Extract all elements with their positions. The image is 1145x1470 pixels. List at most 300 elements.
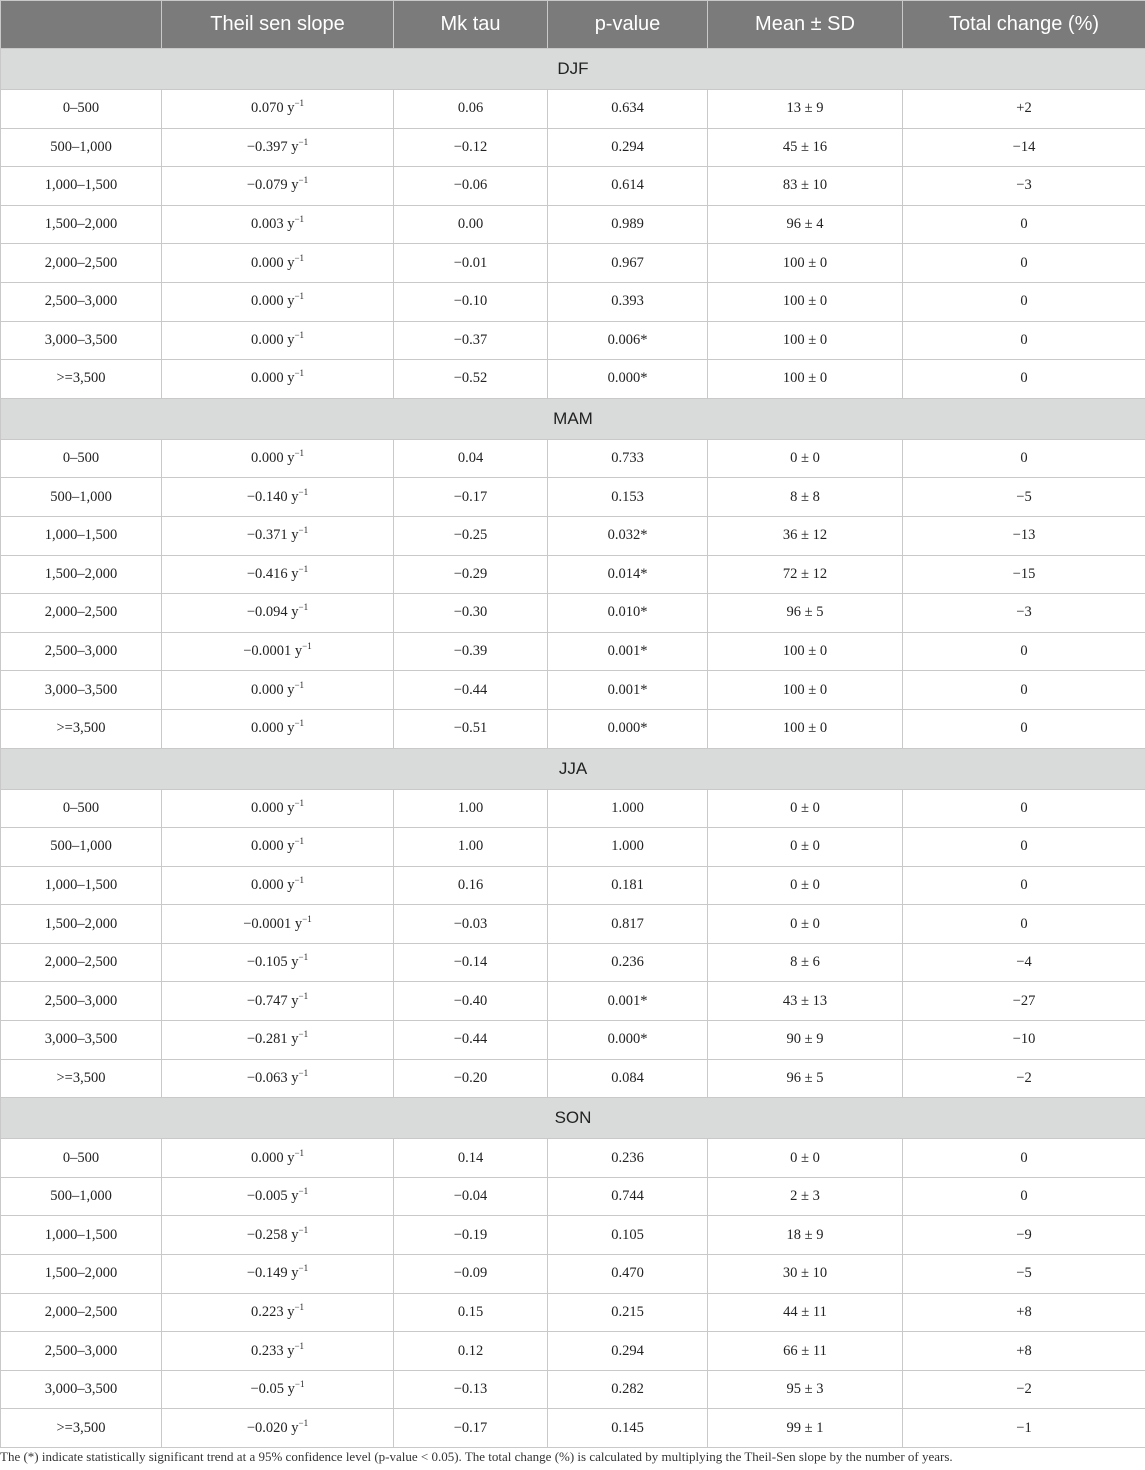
elevation-range-cell: 0–500 bbox=[1, 439, 162, 478]
slope-unit-exponent: −1 bbox=[294, 1147, 305, 1158]
slope-unit-exponent: −1 bbox=[294, 330, 305, 341]
mean-sd-cell: 96 ± 4 bbox=[708, 205, 903, 244]
p-value-cell: 0.470 bbox=[548, 1255, 708, 1294]
slope-unit: y bbox=[287, 216, 295, 233]
mk-tau-cell: 0.12 bbox=[394, 1332, 548, 1371]
total-change-cell: 0 bbox=[903, 828, 1145, 867]
slope-value: 0.000 bbox=[250, 450, 284, 467]
theil-sen-slope-cell bbox=[162, 439, 394, 478]
p-value-cell: 0.236 bbox=[548, 1139, 708, 1178]
elevation-range-cell: 0–500 bbox=[1, 90, 162, 129]
mk-tau-cell: −0.10 bbox=[394, 282, 548, 321]
mk-tau-cell: −0.03 bbox=[394, 905, 548, 944]
slope-unit-exponent: −1 bbox=[294, 448, 305, 459]
table-row bbox=[1, 478, 1145, 517]
theil-sen-slope-cell bbox=[162, 205, 394, 244]
elevation-range-cell: 2,000–2,500 bbox=[1, 1293, 162, 1332]
slope-value: 0.000 bbox=[250, 370, 284, 387]
mean-sd-cell: 44 ± 11 bbox=[708, 1293, 903, 1332]
table-row bbox=[1, 439, 1145, 478]
slope-unit: y bbox=[291, 1031, 299, 1048]
slope-unit-exponent: −1 bbox=[294, 1302, 305, 1313]
mean-sd-cell: 36 ± 12 bbox=[708, 516, 903, 555]
table-row bbox=[1, 90, 1145, 129]
slope-unit-exponent: −1 bbox=[294, 875, 305, 886]
mk-tau-cell: −0.44 bbox=[394, 671, 548, 710]
p-value-cell: 1.000 bbox=[548, 828, 708, 867]
total-change-cell: +8 bbox=[903, 1293, 1145, 1332]
total-change-cell: −9 bbox=[903, 1216, 1145, 1255]
slope-unit: y bbox=[287, 254, 295, 271]
mk-tau-cell: −0.17 bbox=[394, 478, 548, 517]
p-value-cell: 1.000 bbox=[548, 789, 708, 828]
p-value-cell: 0.032* bbox=[548, 516, 708, 555]
table-row bbox=[1, 555, 1145, 594]
slope-value: 0.223 bbox=[250, 1303, 284, 1320]
elevation-range-cell: 500–1,000 bbox=[1, 478, 162, 517]
header-cell bbox=[1, 1, 162, 49]
theil-sen-slope-cell bbox=[162, 1332, 394, 1371]
slope-unit: y bbox=[291, 565, 299, 582]
slope-unit-exponent: −1 bbox=[298, 602, 309, 613]
table-header bbox=[1, 1, 1145, 49]
p-value-cell: 0.001* bbox=[548, 982, 708, 1021]
slope-unit-exponent: −1 bbox=[294, 797, 305, 808]
theil-sen-slope-cell bbox=[162, 866, 394, 905]
slope-value: −0.094 bbox=[246, 604, 288, 621]
mk-tau-cell: 0.16 bbox=[394, 866, 548, 905]
slope-unit-exponent: −1 bbox=[298, 1263, 309, 1274]
table-row bbox=[1, 205, 1145, 244]
total-change-cell: −27 bbox=[903, 982, 1145, 1021]
elevation-range-cell: 1,500–2,000 bbox=[1, 1255, 162, 1294]
slope-unit-exponent: −1 bbox=[294, 252, 305, 263]
slope-value: −0.05 bbox=[250, 1381, 285, 1398]
total-change-cell: −2 bbox=[903, 1370, 1145, 1409]
total-change-cell: 0 bbox=[903, 671, 1145, 710]
mean-sd-cell: 90 ± 9 bbox=[708, 1021, 903, 1060]
mk-tau-cell: −0.19 bbox=[394, 1216, 548, 1255]
table-row bbox=[1, 1293, 1145, 1332]
mean-sd-cell: 0 ± 0 bbox=[708, 789, 903, 828]
slope-unit: y bbox=[291, 1069, 299, 1086]
mean-sd-cell: 43 ± 13 bbox=[708, 982, 903, 1021]
total-change-cell: −15 bbox=[903, 555, 1145, 594]
slope-value: −0.063 bbox=[246, 1069, 288, 1086]
mk-tau-cell: 1.00 bbox=[394, 789, 548, 828]
mk-tau-cell: 1.00 bbox=[394, 828, 548, 867]
mean-sd-cell: 100 ± 0 bbox=[708, 671, 903, 710]
elevation-range-cell: 500–1,000 bbox=[1, 828, 162, 867]
theil-sen-slope-cell bbox=[162, 1177, 394, 1216]
slope-value: 0.000 bbox=[250, 331, 284, 348]
table-row bbox=[1, 905, 1145, 944]
p-value-cell: 0.006* bbox=[548, 321, 708, 360]
slope-unit-exponent: −1 bbox=[298, 564, 309, 574]
mean-sd-cell: 0 ± 0 bbox=[708, 866, 903, 905]
mk-tau-cell: −0.12 bbox=[394, 128, 548, 167]
total-change-cell: −5 bbox=[903, 478, 1145, 517]
season-label: MAM bbox=[1, 398, 1145, 439]
p-value-cell: 0.001* bbox=[548, 632, 708, 671]
table-row bbox=[1, 594, 1145, 633]
total-change-cell: 0 bbox=[903, 866, 1145, 905]
slope-unit: y bbox=[287, 799, 295, 816]
header-cell: Total change (%) bbox=[903, 1, 1145, 49]
slope-unit: y bbox=[287, 370, 295, 387]
slope-unit-exponent: −1 bbox=[294, 679, 305, 690]
table-row bbox=[1, 1177, 1145, 1216]
mk-tau-cell: −0.51 bbox=[394, 709, 548, 748]
slope-unit: y bbox=[294, 643, 303, 660]
theil-sen-slope-cell bbox=[162, 90, 394, 129]
mean-sd-cell: 100 ± 0 bbox=[708, 244, 903, 283]
slope-value: 0.000 bbox=[250, 876, 284, 893]
total-change-cell: 0 bbox=[903, 282, 1145, 321]
slope-value: −0.397 bbox=[246, 138, 288, 155]
p-value-cell: 0.000* bbox=[548, 1021, 708, 1060]
elevation-range-cell: 2,000–2,500 bbox=[1, 594, 162, 633]
mk-tau-cell: −0.01 bbox=[394, 244, 548, 283]
elevation-range-cell: 1,000–1,500 bbox=[1, 1216, 162, 1255]
table-row bbox=[1, 1021, 1145, 1060]
mean-sd-cell: 45 ± 16 bbox=[708, 128, 903, 167]
elevation-range-cell: 1,000–1,500 bbox=[1, 167, 162, 206]
theil-sen-slope-cell bbox=[162, 128, 394, 167]
slope-value: −0.281 bbox=[246, 1031, 288, 1048]
theil-sen-slope-cell bbox=[162, 709, 394, 748]
slope-value: −0.0001 bbox=[243, 643, 292, 660]
slope-unit-exponent: −1 bbox=[294, 836, 305, 847]
mk-tau-cell: −0.20 bbox=[394, 1059, 548, 1098]
table-row bbox=[1, 709, 1145, 748]
mk-tau-cell: −0.52 bbox=[394, 360, 548, 399]
slope-unit-exponent: −1 bbox=[298, 1224, 309, 1235]
total-change-cell: −10 bbox=[903, 1021, 1145, 1060]
mk-tau-cell: −0.09 bbox=[394, 1255, 548, 1294]
total-change-cell: 0 bbox=[903, 360, 1145, 399]
table-row bbox=[1, 1332, 1145, 1371]
mean-sd-cell: 13 ± 9 bbox=[708, 90, 903, 129]
table-row bbox=[1, 1370, 1145, 1409]
theil-sen-slope-cell bbox=[162, 1139, 394, 1178]
mk-tau-cell: −0.06 bbox=[394, 167, 548, 206]
slope-unit: y bbox=[287, 876, 295, 893]
p-value-cell: 0.153 bbox=[548, 478, 708, 517]
elevation-range-cell: 2,000–2,500 bbox=[1, 943, 162, 982]
mean-sd-cell: 8 ± 8 bbox=[708, 478, 903, 517]
total-change-cell: −13 bbox=[903, 516, 1145, 555]
elevation-range-cell: >=3,500 bbox=[1, 709, 162, 748]
theil-sen-slope-cell bbox=[162, 282, 394, 321]
table-row bbox=[1, 1059, 1145, 1098]
slope-value: −0.020 bbox=[246, 1419, 288, 1436]
mk-tau-cell: −0.40 bbox=[394, 982, 548, 1021]
mk-tau-cell: −0.25 bbox=[394, 516, 548, 555]
slope-unit-exponent: −1 bbox=[302, 913, 312, 924]
table-row bbox=[1, 1409, 1145, 1448]
theil-sen-slope-cell bbox=[162, 516, 394, 555]
theil-sen-slope-cell bbox=[162, 1021, 394, 1060]
elevation-range-cell: 0–500 bbox=[1, 1139, 162, 1178]
header-row bbox=[1, 1, 1145, 49]
p-value-cell: 0.215 bbox=[548, 1293, 708, 1332]
elevation-range-cell: 1,500–2,000 bbox=[1, 555, 162, 594]
elevation-range-cell: >=3,500 bbox=[1, 1059, 162, 1098]
mean-sd-cell: 0 ± 0 bbox=[708, 828, 903, 867]
slope-value: −0.416 bbox=[246, 565, 288, 582]
mean-sd-cell: 100 ± 0 bbox=[708, 360, 903, 399]
slope-value: −0.747 bbox=[246, 992, 288, 1009]
season-group-row bbox=[1, 398, 1145, 439]
slope-unit: y bbox=[287, 450, 295, 467]
elevation-range-cell: 2,500–3,000 bbox=[1, 1332, 162, 1371]
slope-unit: y bbox=[287, 681, 295, 698]
slope-unit: y bbox=[291, 1188, 299, 1205]
slope-unit-exponent: −1 bbox=[294, 98, 305, 109]
table-body bbox=[1, 49, 1145, 1448]
slope-value: −0.258 bbox=[246, 1226, 288, 1243]
table-footnote: The (*) indicate statistically significant trend at a 95% confidence level (p-value < 0.05). The total change (%) is calculated by multiplying the Theil-Sen slope by the number of years. bbox=[0, 1449, 953, 1464]
p-value-cell: 0.744 bbox=[548, 1177, 708, 1216]
slope-unit: y bbox=[291, 604, 299, 621]
table-row bbox=[1, 1255, 1145, 1294]
elevation-range-cell: 3,000–3,500 bbox=[1, 671, 162, 710]
mk-tau-cell: −0.30 bbox=[394, 594, 548, 633]
p-value-cell: 0.967 bbox=[548, 244, 708, 283]
p-value-cell: 0.236 bbox=[548, 943, 708, 982]
mean-sd-cell: 0 ± 0 bbox=[708, 905, 903, 944]
p-value-cell: 0.989 bbox=[548, 205, 708, 244]
p-value-cell: 0.294 bbox=[548, 1332, 708, 1371]
slope-value: −0.005 bbox=[246, 1188, 288, 1205]
slope-unit-exponent: −1 bbox=[298, 1029, 309, 1040]
p-value-cell: 0.010* bbox=[548, 594, 708, 633]
mean-sd-cell: 66 ± 11 bbox=[708, 1332, 903, 1371]
slope-unit-exponent: −1 bbox=[298, 1068, 309, 1079]
total-change-cell: −4 bbox=[903, 943, 1145, 982]
p-value-cell: 0.000* bbox=[548, 709, 708, 748]
elevation-range-cell: 2,500–3,000 bbox=[1, 632, 162, 671]
p-value-cell: 0.614 bbox=[548, 167, 708, 206]
total-change-cell: 0 bbox=[903, 205, 1145, 244]
elevation-range-cell: 2,500–3,000 bbox=[1, 982, 162, 1021]
slope-unit-exponent: −1 bbox=[298, 952, 309, 963]
elevation-range-cell: 3,000–3,500 bbox=[1, 1370, 162, 1409]
mean-sd-cell: 83 ± 10 bbox=[708, 167, 903, 206]
total-change-cell: +8 bbox=[903, 1332, 1145, 1371]
theil-sen-slope-cell bbox=[162, 1370, 394, 1409]
slope-unit: y bbox=[291, 1265, 299, 1282]
table-row bbox=[1, 167, 1145, 206]
mk-tau-cell: −0.14 bbox=[394, 943, 548, 982]
slope-unit-exponent: −1 bbox=[298, 486, 309, 497]
elevation-range-cell: 1,500–2,000 bbox=[1, 905, 162, 944]
slope-value: −0.371 bbox=[246, 527, 288, 544]
mean-sd-cell: 100 ± 0 bbox=[708, 709, 903, 748]
table-row bbox=[1, 828, 1145, 867]
slope-value: 0.070 bbox=[250, 100, 284, 117]
slope-unit-exponent: −1 bbox=[294, 214, 305, 225]
slope-value: 0.000 bbox=[250, 720, 284, 737]
theil-sen-slope-cell bbox=[162, 167, 394, 206]
slope-unit-exponent: −1 bbox=[294, 1379, 305, 1390]
mk-tau-cell: 0.04 bbox=[394, 439, 548, 478]
slope-unit: y bbox=[291, 954, 299, 971]
total-change-cell: 0 bbox=[903, 1139, 1145, 1178]
slope-value: 0.000 bbox=[250, 293, 284, 310]
slope-unit: y bbox=[287, 1303, 295, 1320]
theil-sen-slope-cell bbox=[162, 671, 394, 710]
elevation-range-cell: 500–1,000 bbox=[1, 128, 162, 167]
elevation-range-cell: 0–500 bbox=[1, 789, 162, 828]
theil-sen-slope-cell bbox=[162, 905, 394, 944]
total-change-cell: −3 bbox=[903, 594, 1145, 633]
slope-value: −0.079 bbox=[246, 177, 288, 194]
table-row bbox=[1, 671, 1145, 710]
p-value-cell: 0.393 bbox=[548, 282, 708, 321]
table-row bbox=[1, 244, 1145, 283]
season-label: DJF bbox=[1, 49, 1145, 90]
mk-tau-cell: −0.39 bbox=[394, 632, 548, 671]
slope-unit: y bbox=[287, 331, 295, 348]
elevation-range-cell: 1,000–1,500 bbox=[1, 516, 162, 555]
total-change-cell: −1 bbox=[903, 1409, 1145, 1448]
mean-sd-cell: 96 ± 5 bbox=[708, 1059, 903, 1098]
total-change-cell: −3 bbox=[903, 167, 1145, 206]
mean-sd-cell: 0 ± 0 bbox=[708, 439, 903, 478]
elevation-range-cell: 3,000–3,500 bbox=[1, 321, 162, 360]
slope-unit: y bbox=[287, 1149, 295, 1166]
slope-unit: y bbox=[287, 100, 295, 117]
slope-value: 0.000 bbox=[250, 681, 284, 698]
slope-value: 0.000 bbox=[250, 1149, 284, 1166]
table-row bbox=[1, 866, 1145, 905]
header-cell: Mean ± SD bbox=[708, 1, 903, 49]
slope-unit: y bbox=[291, 1419, 299, 1436]
table-row bbox=[1, 516, 1145, 555]
elevation-range-cell: 3,000–3,500 bbox=[1, 1021, 162, 1060]
table-row bbox=[1, 128, 1145, 167]
theil-sen-slope-cell bbox=[162, 555, 394, 594]
slope-unit: y bbox=[291, 138, 299, 155]
slope-unit-exponent: −1 bbox=[302, 641, 312, 652]
total-change-cell: 0 bbox=[903, 632, 1145, 671]
total-change-cell: 0 bbox=[903, 439, 1145, 478]
table-row bbox=[1, 1139, 1145, 1178]
theil-sen-slope-cell bbox=[162, 244, 394, 283]
mk-tau-cell: 0.00 bbox=[394, 205, 548, 244]
total-change-cell: 0 bbox=[903, 321, 1145, 360]
p-value-cell: 0.145 bbox=[548, 1409, 708, 1448]
header-cell: Theil sen slope bbox=[162, 1, 394, 49]
elevation-range-cell: 2,500–3,000 bbox=[1, 282, 162, 321]
mean-sd-cell: 8 ± 6 bbox=[708, 943, 903, 982]
slope-unit-exponent: −1 bbox=[298, 1417, 309, 1428]
mean-sd-cell: 18 ± 9 bbox=[708, 1216, 903, 1255]
slope-unit: y bbox=[291, 992, 299, 1009]
header-cell: Mk tau bbox=[394, 1, 548, 49]
season-group-row bbox=[1, 49, 1145, 90]
theil-sen-slope-cell bbox=[162, 982, 394, 1021]
theil-sen-slope-cell bbox=[162, 1216, 394, 1255]
elevation-range-cell: 500–1,000 bbox=[1, 1177, 162, 1216]
theil-sen-slope-cell bbox=[162, 321, 394, 360]
mean-sd-cell: 96 ± 5 bbox=[708, 594, 903, 633]
theil-sen-slope-cell bbox=[162, 789, 394, 828]
season-label: JJA bbox=[1, 748, 1145, 789]
table-row bbox=[1, 943, 1145, 982]
mk-tau-cell: −0.37 bbox=[394, 321, 548, 360]
mean-sd-cell: 99 ± 1 bbox=[708, 1409, 903, 1448]
elevation-range-cell: 2,000–2,500 bbox=[1, 244, 162, 283]
slope-value: 0.000 bbox=[250, 254, 284, 271]
slope-value: −0.149 bbox=[246, 1265, 288, 1282]
p-value-cell: 0.084 bbox=[548, 1059, 708, 1098]
theil-sen-slope-cell bbox=[162, 1409, 394, 1448]
table-row bbox=[1, 282, 1145, 321]
p-value-cell: 0.000* bbox=[548, 360, 708, 399]
theil-sen-slope-cell bbox=[162, 594, 394, 633]
slope-unit-exponent: −1 bbox=[294, 368, 305, 379]
elevation-range-cell: 1,000–1,500 bbox=[1, 866, 162, 905]
total-change-cell: +2 bbox=[903, 90, 1145, 129]
slope-unit: y bbox=[294, 915, 303, 932]
slope-value: 0.233 bbox=[250, 1342, 284, 1359]
mk-tau-cell: −0.13 bbox=[394, 1370, 548, 1409]
mean-sd-cell: 100 ± 0 bbox=[708, 321, 903, 360]
season-label: SON bbox=[1, 1098, 1145, 1139]
header-cell: p-value bbox=[548, 1, 708, 49]
mk-tau-cell: 0.14 bbox=[394, 1139, 548, 1178]
p-value-cell: 0.733 bbox=[548, 439, 708, 478]
theil-sen-slope-cell bbox=[162, 943, 394, 982]
season-group-row bbox=[1, 1098, 1145, 1139]
p-value-cell: 0.001* bbox=[548, 671, 708, 710]
p-value-cell: 0.105 bbox=[548, 1216, 708, 1255]
slope-value: −0.0001 bbox=[243, 915, 292, 932]
slope-value: 0.000 bbox=[250, 838, 284, 855]
slope-unit-exponent: −1 bbox=[294, 718, 305, 729]
slope-unit: y bbox=[287, 720, 295, 737]
mk-tau-cell: 0.15 bbox=[394, 1293, 548, 1332]
total-change-cell: 0 bbox=[903, 789, 1145, 828]
slope-unit: y bbox=[287, 1342, 295, 1359]
mean-sd-cell: 72 ± 12 bbox=[708, 555, 903, 594]
total-change-cell: 0 bbox=[903, 1177, 1145, 1216]
slope-value: −0.105 bbox=[246, 954, 288, 971]
p-value-cell: 0.634 bbox=[548, 90, 708, 129]
elevation-range-cell: >=3,500 bbox=[1, 1409, 162, 1448]
table-row bbox=[1, 982, 1145, 1021]
mean-sd-cell: 30 ± 10 bbox=[708, 1255, 903, 1294]
theil-sen-slope-cell bbox=[162, 1059, 394, 1098]
slope-unit-exponent: −1 bbox=[294, 1340, 305, 1351]
p-value-cell: 0.282 bbox=[548, 1370, 708, 1409]
table-row bbox=[1, 321, 1145, 360]
mk-tau-cell: −0.17 bbox=[394, 1409, 548, 1448]
slope-unit-exponent: −1 bbox=[298, 1186, 309, 1197]
total-change-cell: −14 bbox=[903, 128, 1145, 167]
theil-sen-slope-cell bbox=[162, 1293, 394, 1332]
elevation-range-cell: 1,500–2,000 bbox=[1, 205, 162, 244]
table-row bbox=[1, 789, 1145, 828]
theil-sen-slope-cell bbox=[162, 828, 394, 867]
theil-sen-slope-cell bbox=[162, 1255, 394, 1294]
mean-sd-cell: 2 ± 3 bbox=[708, 1177, 903, 1216]
total-change-cell: −5 bbox=[903, 1255, 1145, 1294]
slope-unit-exponent: −1 bbox=[298, 990, 309, 1001]
